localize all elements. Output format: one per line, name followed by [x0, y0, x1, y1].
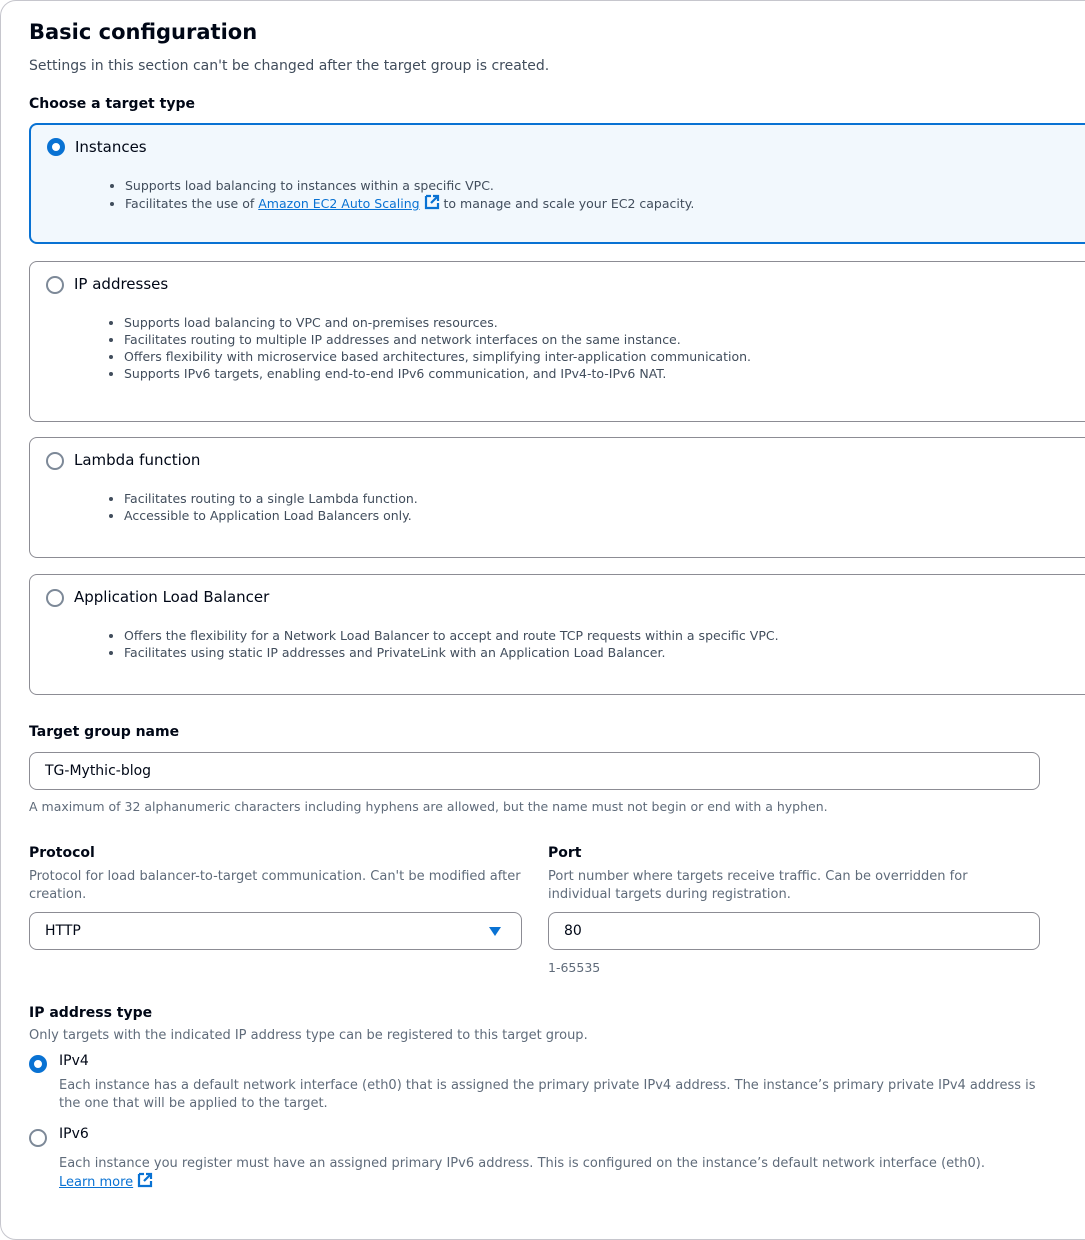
- bullet-item: • Facilitates routing to multiple IP addresses and network interfaces on the same instance.: [124, 331, 751, 348]
- protocol-description: Protocol for load balancer-to-target communication. Can't be modified after creation.: [29, 869, 521, 902]
- ec2-auto-scaling-link[interactable]: Amazon EC2 Auto Scaling: [258, 196, 420, 211]
- port-input[interactable]: 80: [548, 912, 1040, 950]
- bullet-item: • Supports load balancing to instances within a specific VPC.: [125, 177, 694, 194]
- ipv6-option-label[interactable]: IPv6: [59, 1126, 89, 1142]
- option-label: Instances: [75, 138, 147, 156]
- radio-checked-icon[interactable]: [29, 1055, 47, 1073]
- protocol-selected-value: HTTP: [45, 923, 81, 939]
- option-label: Application Load Balancer: [74, 588, 270, 606]
- ip-address-type-description: Only targets with the indicated IP address type can be registered to this target group.: [29, 1028, 588, 1043]
- option-bullets: [106, 490, 418, 524]
- bullet-item: • Offers the flexibility for a Network Load Balancer to accept and route TCP requests within a specific VPC.: [124, 627, 779, 644]
- radio-unchecked-icon[interactable]: [46, 276, 64, 294]
- bullet-text: Facilitates the use of: [125, 196, 259, 211]
- port-label: Port: [548, 845, 582, 861]
- option-label: IP addresses: [74, 275, 169, 293]
- radio-checked-icon[interactable]: [47, 138, 65, 156]
- bullet-text: to manage and scale your EC2 capacity.: [439, 196, 695, 211]
- bullet-item: • Offers flexibility with microservice based architectures, simplifying inter-application communication.: [124, 348, 751, 365]
- option-bullets: [107, 177, 694, 214]
- ipv4-option-description: Each instance has a default network interface (eth0) that is assigned the primary private IPv4 address. The instance’s primary private IPv4 address is the one that will be applied to the target.: [59, 1078, 1036, 1111]
- bullet-item: • Accessible to Application Load Balancers only.: [124, 507, 418, 524]
- target-group-name-label: Target group name: [29, 724, 180, 740]
- caret-down-icon[interactable]: [489, 927, 501, 936]
- bullet-item: • Facilitates using static IP addresses and PrivateLink with an Application Load Balancer.: [124, 644, 779, 661]
- target-type-option-instances[interactable]: [29, 123, 1085, 244]
- target-type-label: Choose a target type: [29, 96, 195, 112]
- target-group-name-input[interactable]: TG-Mythic-blog: [29, 752, 1040, 790]
- bullet-item: • Supports IPv6 targets, enabling end-to-end IPv6 communication, and IPv4-to-IPv6 NAT.: [124, 365, 751, 382]
- radio-unchecked-icon[interactable]: [29, 1129, 47, 1147]
- radio-unchecked-icon[interactable]: [46, 452, 64, 470]
- port-description: Port number where targets receive traffic. Can be overridden for individual targets during registration.: [548, 869, 968, 902]
- external-link-icon[interactable]: [424, 194, 440, 214]
- bullet-item: • Supports load balancing to VPC and on-premises resources.: [124, 314, 751, 331]
- target-type-option-ip-addresses[interactable]: [29, 261, 1085, 422]
- option-bullets: [106, 314, 751, 382]
- protocol-select[interactable]: [29, 912, 522, 950]
- radio-unchecked-icon[interactable]: [46, 589, 64, 607]
- ipv4-option-label[interactable]: IPv4: [59, 1053, 89, 1069]
- learn-more-link[interactable]: Learn more: [59, 1175, 134, 1190]
- bullet-item: [125, 194, 694, 214]
- page-title: Basic configuration: [29, 20, 258, 44]
- bullet-item: • Facilitates routing to a single Lambda function.: [124, 490, 418, 507]
- target-type-option-lambda[interactable]: [29, 437, 1085, 558]
- option-label: Lambda function: [74, 451, 201, 469]
- external-link-icon[interactable]: [137, 1172, 153, 1192]
- target-type-option-alb[interactable]: [29, 574, 1085, 695]
- ip-address-type-label: IP address type: [29, 1005, 153, 1021]
- port-range-hint: 1-65535: [548, 960, 601, 975]
- ipv6-option-description: Each instance you register must have an assigned primary IPv6 address. This is configured on the instance’s default network interface (eth0).: [59, 1156, 985, 1171]
- target-group-name-hint: A maximum of 32 alphanumeric characters including hyphens are allowed, but the name must not begin or end with a hyphen.: [29, 799, 828, 814]
- option-bullets: [106, 627, 779, 661]
- section-subtitle: Settings in this section can't be changed after the target group is created.: [29, 58, 550, 74]
- protocol-label: Protocol: [29, 845, 95, 861]
- learn-more-container: [59, 1172, 153, 1192]
